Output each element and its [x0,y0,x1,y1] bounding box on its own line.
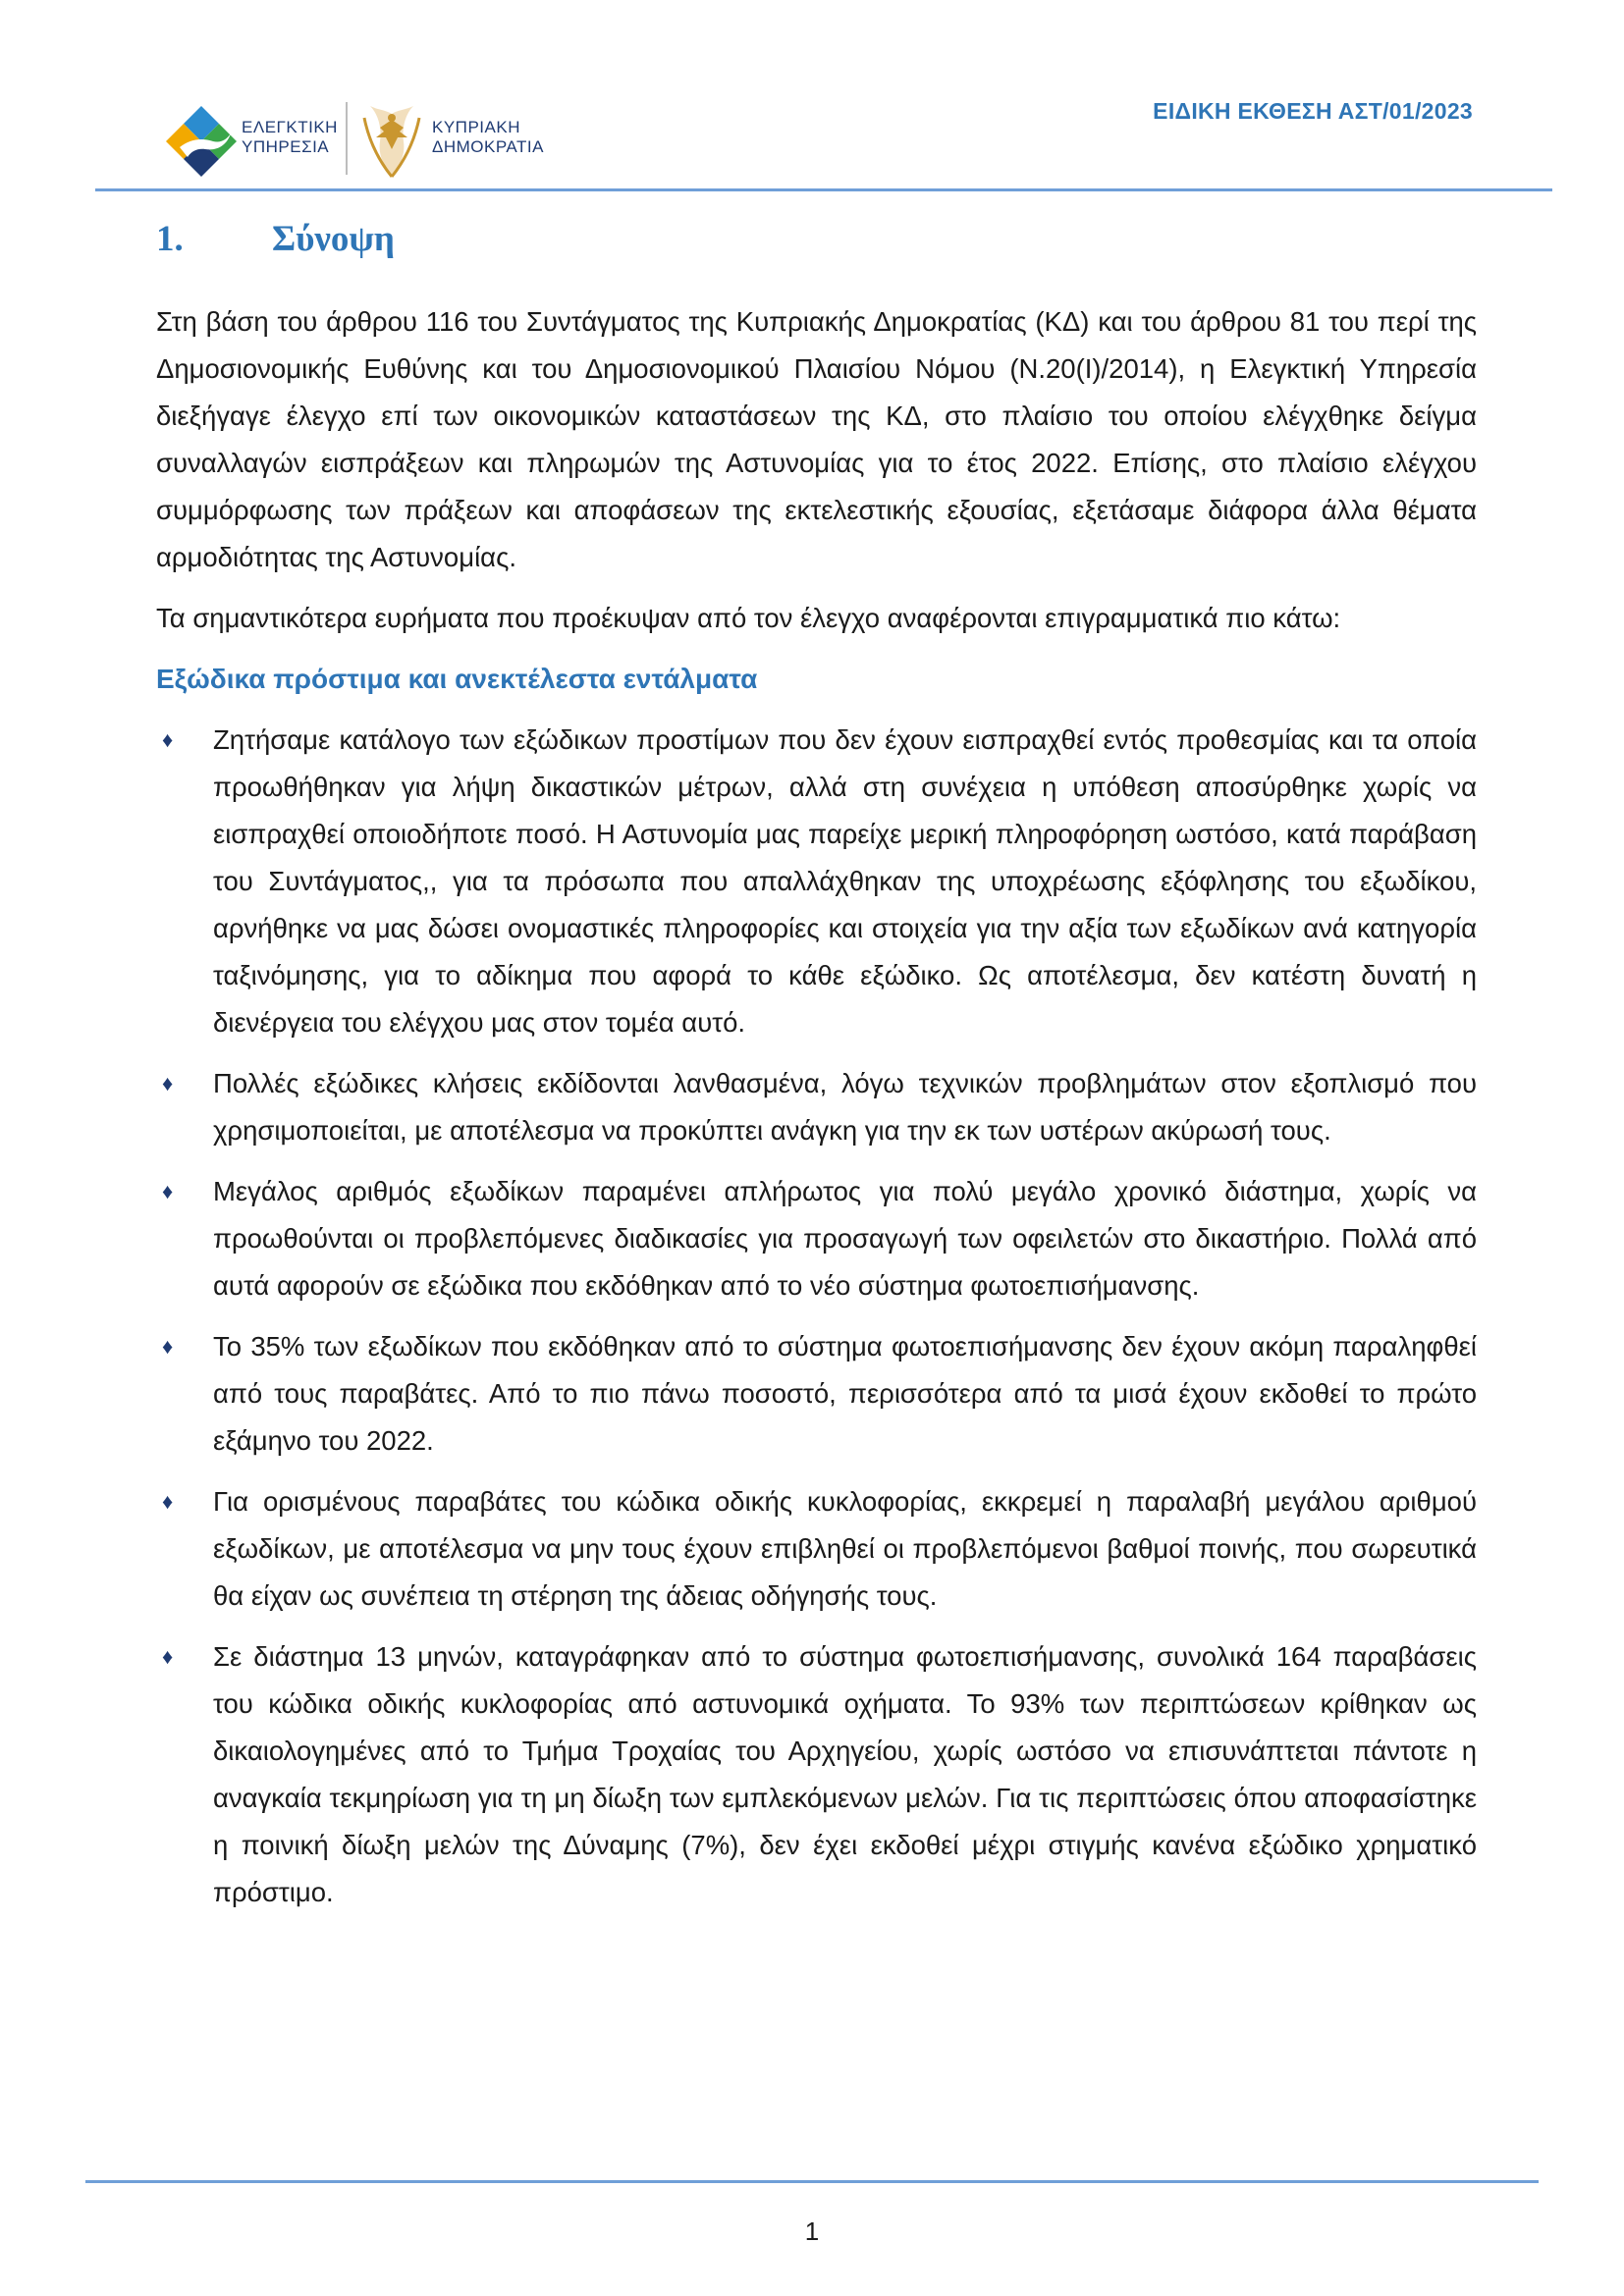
audit-office-logo-icon [162,102,241,181]
diamond-bullet-icon: ♦ [162,1644,174,1669]
page-header [0,0,1624,196]
findings-intro-paragraph: Τα σημαντικότερα ευρήματα που προέκυψαν από τον έλεγχο αναφέρονται επιγραμματικά πιο κάτω: [156,603,1341,633]
finding-text: Ζητήσαμε κατάλογο των εξώδικων προστίμων που δεν έχουν εισπραχθεί εντός προθεσμίας και τα οποία προωθήθηκαν για λήψη δικαστικών μέτρων, αλλά στη συνέχεια η υπόθεση αποσύρθηκε χωρίς να εισπραχθεί οποιοδήποτε ποσό. Η Αστυνομία μας παρείχε μερική πληροφόρηση ωστόσο, κατά παράβαση του Συντάγματος,, για τα πρόσωπα που απαλλάχθηκαν της υποχρέωσης εξόφλησης του εξωδίκου, αρνήθηκε να μας δώσει ονομαστικές πληροφορίες και στοιχεία για την αξία των εξωδίκων ανά κατηγορία ταξινόμησης, για το αδίκημα που αφορά το κάθε εξώδικο. Ως αποτέλεσμα, δεν κατέστη δυνατή η διενέργεια του ελέγχου μας στον τομέα αυτό. [213,724,1477,1038]
section-title [156,214,1477,265]
logo-separator [346,102,348,175]
diamond-bullet-icon: ♦ [162,727,174,752]
subheading: Εξώδικα πρόστιμα και ανεκτέλεστα εντάλματα [156,664,758,694]
finding-item [156,717,1477,1046]
header-rule [95,188,1552,191]
intro-paragraph: Στη βάση του άρθρου 116 του Συντάγματος της Κυπριακής Δημοκρατίας (ΚΔ) και του άρθρου 81 του περί της Δημοσιονομικής Ευθύνης και του Δημοσιονομικού Πλαισίου Νόμου (Ν.20(Ι)/2014), η Ελεγκτική Υπηρεσία διεξήγαγε έλεγχο επί των οικονομικών καταστάσεων της ΚΔ, στο πλαίσιο του οποίου ελέγχθηκε δείγμα συναλλαγών εισπράξεων και πληρωμών της Αστυνομίας για το έτος 2022. Επίσης, στο πλαίσιο ελέγχου συμμόρφωσης των πράξεων και αποφάσεων της εκτελεστικής εξουσίας, εξετάσαμε διάφορα άλλα θέματα αρμοδιότητας της Αστυνομίας. [156,306,1477,572]
page-number: 1 [804,2216,820,2246]
section-number: 1. [156,219,184,259]
government-name-line2: ΔΗΜΟΚΡΑΤΙΑ [432,137,544,156]
diamond-bullet-icon: ♦ [162,1489,174,1514]
audit-office-name-line1: ΕΛΕΓΚΤΙΚΗ [242,118,338,136]
footer-rule [85,2180,1539,2183]
finding-item [156,1060,1477,1154]
finding-text: Πολλές εξώδικες κλήσεις εκδίδονται λανθασμένα, λόγω τεχνικών προβλημάτων στον εξοπλισμό που χρησιμοποιείται, με αποτέλεσμα να προκύπτει ανάγκη για την εκ των υστέρων ακύρωσή τους. [213,1068,1477,1146]
finding-text: Σε διάστημα 13 μηνών, καταγράφηκαν από το σύστημα φωτοεπισήμανσης, συνολικά 164 παραβάσεις του κώδικα οδικής κυκλοφορίας από αστυνομικά οχήματα. Το 93% των περιπτώσεων κρίθηκαν ως δικαιολογημένες από το Τμήμα Τροχαίας του Αρχηγείου, χωρίς ωστόσο να επισυνάπτεται πάντοτε η αναγκαία τεκμηρίωση για τη μη δίωξη των εμπλεκόμενων μελών. Για τις περιπτώσεις όπου αποφασίστηκε η ποινική δίωξη μελών της Δύναμης (7%), δεν έχει εκδοθεί μέχρι στιγμής κανένα εξώδικο χρηματικό πρόστιμο. [213,1641,1477,1907]
section-title-text: Σύνοψη [272,219,395,259]
diamond-bullet-icon: ♦ [162,1071,174,1095]
finding-item [156,1168,1477,1309]
cyprus-coat-of-arms-icon [358,98,425,181]
diamond-bullet-icon: ♦ [162,1334,174,1359]
finding-item [156,1633,1477,1916]
finding-text: Για ορισμένους παραβάτες του κώδικα οδικής κυκλοφορίας, εκκρεμεί η παραλαβή μεγάλου αριθμού εξωδίκων, με αποτέλεσμα να μην τους έχουν επιβληθεί οι προβλεπόμενοι βαθμοί ποινής, που σωρευτικά θα είχαν ως συνέπεια τη στέρηση της άδειας οδήγησής τους. [213,1486,1477,1611]
finding-text: Το 35% των εξωδίκων που εκδόθηκαν από το σύστημα φωτοεπισήμανσης δεν έχουν ακόμη παραληφθεί από τους παραβάτες. Από το πιο πάνω ποσοστό, περισσότερα από τα μισά έχουν εκδοθεί το πρώτο εξάμηνο του 2022. [213,1331,1477,1456]
finding-item [156,1323,1477,1465]
findings-list [156,717,1477,1916]
finding-item [156,1478,1477,1620]
diamond-bullet-icon: ♦ [162,1179,174,1203]
government-name [432,118,544,157]
finding-text: Μεγάλος αριθμός εξωδίκων παραμένει απλήρωτος για πολύ μεγάλο χρονικό διάστημα, χωρίς να προωθούνται οι προβλεπόμενες διαδικασίες για προσαγωγή των οφειλετών στο δικαστήριο. Πολλά από αυτά αφορούν σε εξώδικα που εκδόθηκαν από το νέο σύστημα φωτοεπισήμανσης. [213,1176,1477,1301]
page-content [156,214,1477,1930]
report-code: ΕΙΔΙΚΗ ΕΚΘΕΣΗ ΑΣΤ/01/2023 [1153,98,1473,124]
audit-office-name [242,118,338,157]
government-name-line1: ΚΥΠΡΙΑΚΗ [432,118,520,136]
audit-office-name-line2: ΥΠΗΡΕΣΙΑ [242,137,330,156]
